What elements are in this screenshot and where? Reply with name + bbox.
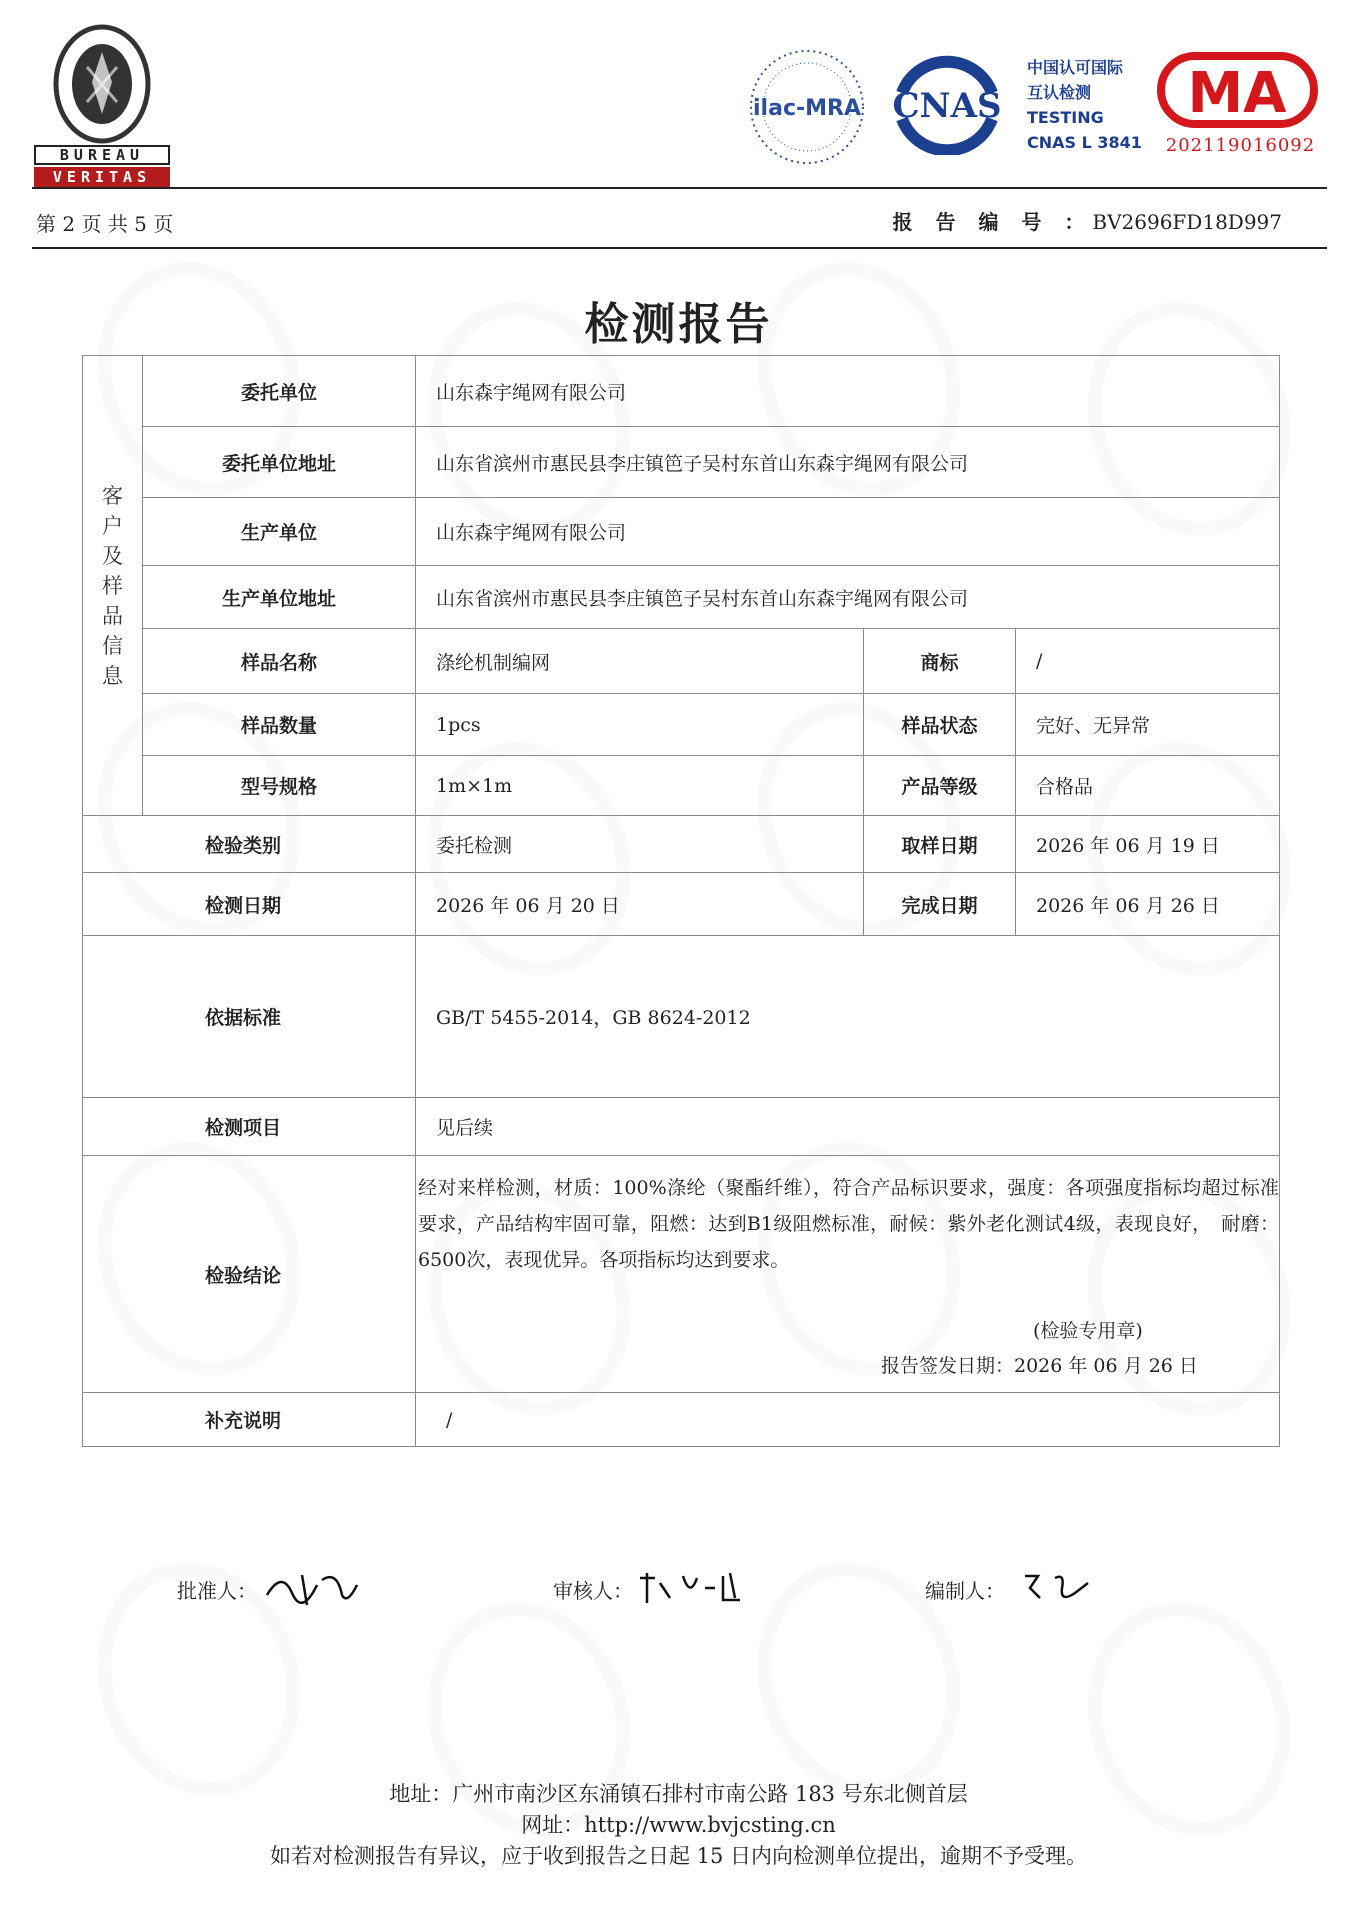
sample-state-value: 完好、无异常 [1016, 694, 1280, 756]
client-value: 山东森宇绳网有限公司 [416, 356, 1280, 427]
client-address-label: 委托单位地址 [143, 427, 416, 498]
ilac-text: ilac-MRA [753, 96, 861, 121]
reviewer-signature [635, 1568, 755, 1608]
items-value: 见后续 [416, 1098, 1280, 1156]
bv-word-1: BUREAU [34, 145, 170, 165]
side-label-cell [83, 356, 143, 816]
sample-name-label: 样品名称 [143, 629, 416, 694]
seal-note: (检验专用章) [1033, 1320, 1143, 1342]
sample-state-label: 样品状态 [864, 694, 1016, 756]
test-date-label: 检测日期 [83, 873, 416, 936]
producer-address-label: 生产单位地址 [143, 566, 416, 629]
approver-label: 批准人： [177, 1579, 257, 1603]
bureau-veritas-wordmark [34, 145, 170, 187]
standard-value: GB/T 5455-2014，GB 8624-2012 [416, 936, 1280, 1098]
test-type-value: 委托检测 [416, 816, 864, 873]
model-label: 型号规格 [143, 756, 416, 816]
remark-label: 补充说明 [83, 1393, 416, 1447]
finish-date-label: 完成日期 [864, 873, 1016, 936]
cnas-line-4: CNAS L 3841 [1027, 133, 1142, 152]
side-label-char: 信 [102, 633, 123, 658]
report-number [893, 206, 1282, 235]
footer-notice: 如若对检测报告有异议，应于收到报告之日起 15 日内向检测单位提出，逾期不予受理。 [269, 1844, 1088, 1868]
footer-website: 网址：http://www.bvjcsting.cn [521, 1813, 836, 1837]
side-label-char: 息 [102, 663, 123, 688]
test-type-label: 检验类别 [83, 816, 416, 873]
cma-logo [1155, 50, 1320, 130]
grade-value: 合格品 [1016, 756, 1280, 816]
conclusion-text: 经对来样检测，材质：100%涤纶（聚酯纤维），符合产品标识要求，强度：各项强度指标均超过标准要求，产品结构牢固可靠，阻燃：达到B1级阻燃标准，耐候：紫外老化测试4级，表现良好， 耐磨：6500次，表现优异。各项指标均达到要求。 [418, 1177, 1280, 1271]
header-rule-bottom [32, 247, 1327, 249]
approver-signature [262, 1565, 362, 1610]
issue-date: 报告签发日期：2026 年 06 月 26 日 [881, 1355, 1198, 1377]
finish-date-value: 2026 年 06 月 26 日 [1016, 873, 1280, 936]
sampling-date-value: 2026 年 06 月 19 日 [1016, 816, 1280, 873]
brand-label: 商标 [864, 629, 1016, 694]
sampling-date-label: 取样日期 [864, 816, 1016, 873]
producer-label: 生产单位 [143, 498, 416, 566]
header-rule-top [32, 187, 1327, 189]
sample-qty-label: 样品数量 [143, 694, 416, 756]
conclusion-label: 检验结论 [83, 1156, 416, 1393]
bv-word-2: VERITAS [34, 167, 170, 187]
grade-label: 产品等级 [864, 756, 1016, 816]
cnas-word: CNAS [892, 86, 1002, 126]
report-number-value: BV2696FD18D997 [1092, 210, 1282, 234]
model-value: 1m×1m [416, 756, 864, 816]
producer-value: 山东森宇绳网有限公司 [416, 498, 1280, 566]
report-number-label: 报 告 编 号 ： [892, 210, 1093, 234]
cnas-line-1: 中国认可国际 [1027, 58, 1124, 77]
reviewer-label: 审核人： [553, 1579, 633, 1603]
producer-address-value: 山东省滨州市惠民县李庄镇笆子吴村东首山东森宇绳网有限公司 [416, 566, 1280, 629]
cma-number: 202119016092 [1165, 135, 1316, 156]
page-indicator: 第 2 页 共 5 页 [36, 212, 174, 236]
sample-name-value: 涤纶机制编网 [416, 629, 864, 694]
items-label: 检测项目 [83, 1098, 416, 1156]
cnas-line-3: TESTING [1027, 108, 1104, 127]
editor-signature [1020, 1568, 1095, 1608]
test-date-value: 2026 年 06 月 20 日 [416, 873, 864, 936]
client-address-value: 山东省滨州市惠民县李庄镇笆子吴村东首山东森宇绳网有限公司 [416, 427, 1280, 498]
side-label-char: 样 [102, 573, 123, 598]
cnas-accreditation-text [1027, 55, 1157, 155]
remark-value: / [416, 1393, 1280, 1447]
side-label-char: 户 [102, 513, 123, 538]
cnas-logo [882, 55, 1012, 155]
side-label-char: 及 [102, 543, 123, 568]
conclusion-cell [416, 1156, 1280, 1393]
footer-address: 地址：广州市南沙区东涌镇石排村市南公路 183 号东北侧首层 [389, 1782, 968, 1806]
brand-value: / [1016, 629, 1280, 694]
ilac-mra-logo [745, 45, 870, 170]
side-label-char: 客 [102, 483, 123, 508]
side-label [102, 481, 124, 691]
report-table [82, 355, 1280, 1447]
editor-label: 编制人： [925, 1579, 1005, 1603]
cnas-line-2: 互认检测 [1027, 83, 1092, 102]
standard-label: 依据标准 [83, 936, 416, 1098]
client-label: 委托单位 [143, 356, 416, 427]
sample-qty-value: 1pcs [416, 694, 864, 756]
cma-word: MA [1187, 61, 1287, 126]
page-title: 检测报告 [584, 299, 773, 350]
side-label-char: 品 [102, 603, 123, 628]
